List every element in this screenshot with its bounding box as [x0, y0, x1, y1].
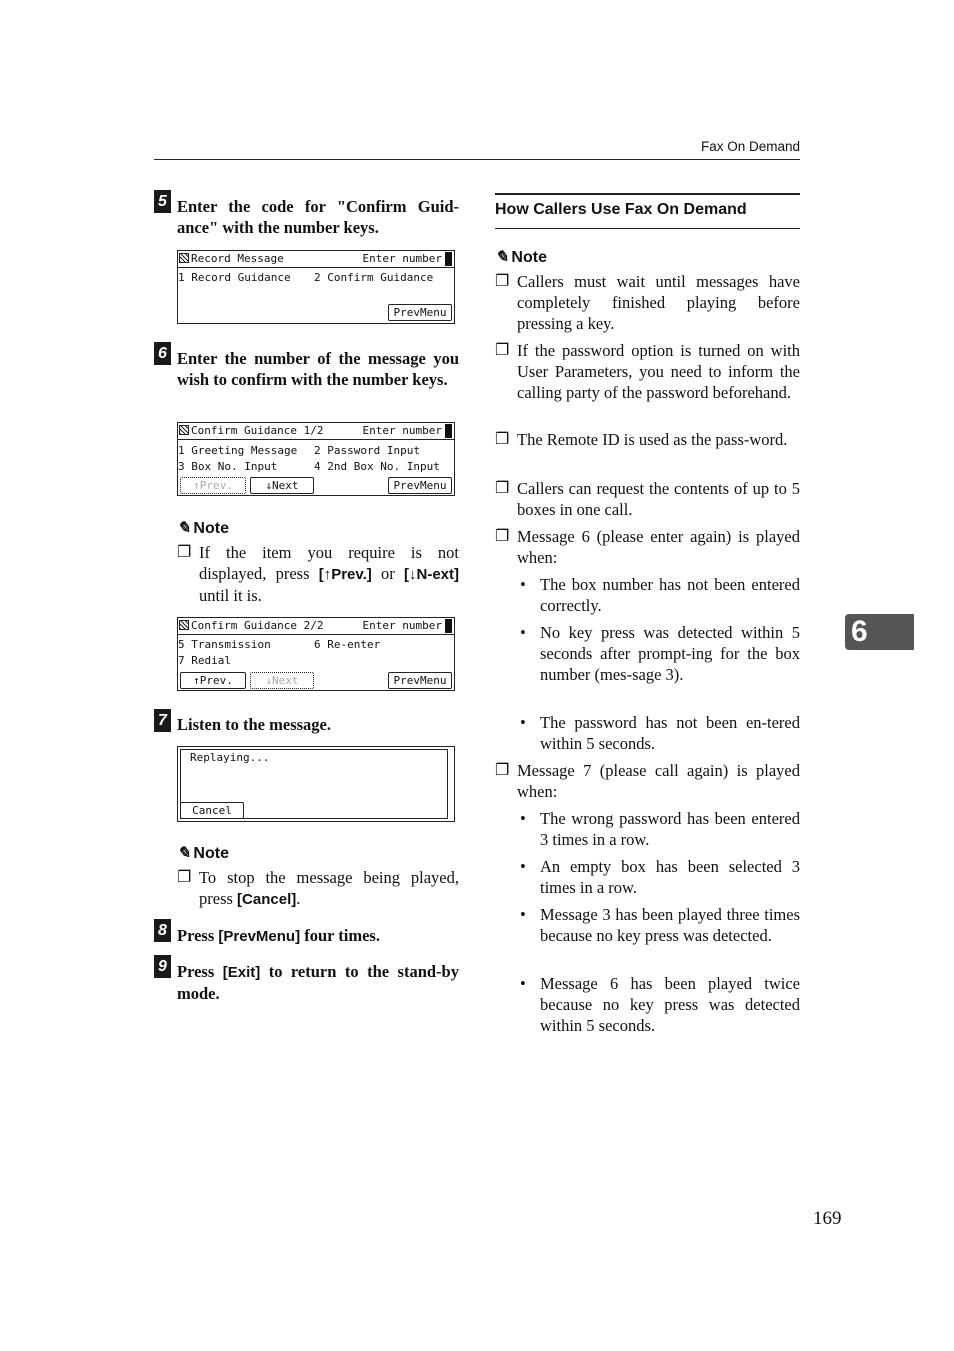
- lcd-option: 7 Redial: [178, 654, 231, 667]
- lcd-record-message: [177, 250, 455, 324]
- note-item: Message 6 (please enter again) is played when:: [517, 527, 800, 567]
- lcd-prompt: Enter number: [362, 252, 442, 265]
- lcd-title: Confirm Guidance 2/2: [191, 619, 324, 632]
- page-number: 169: [813, 1208, 842, 1229]
- prevmenu-button[interactable]: PrevMenu: [388, 477, 452, 494]
- lcd-cursor: [445, 424, 452, 438]
- step-8-text: [177, 925, 459, 947]
- checkbox-icon: ❐: [177, 869, 192, 886]
- checkbox-icon: ❐: [495, 431, 510, 448]
- lcd-option: 3 Box No. Input: [178, 460, 278, 473]
- note-label: Note: [193, 845, 229, 862]
- header-rule: [154, 159, 800, 160]
- lcd-title-row: [178, 618, 454, 635]
- lcd-prompt: Enter number: [362, 424, 442, 437]
- pencil-icon: ✎: [177, 845, 191, 862]
- prevmenu-button[interactable]: PrevMenu: [388, 672, 452, 689]
- lcd-cursor: [445, 252, 452, 266]
- lcd-option: 1 Greeting Message: [178, 444, 298, 457]
- checkbox-icon: ❐: [495, 528, 510, 545]
- lcd-cursor: [445, 619, 452, 633]
- bullet-icon: •: [520, 857, 526, 876]
- section-title: How Callers Use Fax On Demand: [495, 201, 747, 218]
- key-exit: [Exit]: [222, 964, 261, 981]
- lcd-confirm-guidance-1: [177, 422, 455, 496]
- note-heading: [495, 247, 547, 267]
- step-6-text: Enter the number of the message you wish to confirm with the number keys.: [177, 349, 459, 389]
- pencil-icon: ✎: [495, 249, 509, 266]
- note-text: .: [296, 889, 301, 908]
- lcd-replaying: [177, 746, 455, 822]
- lcd-title: Record Message: [191, 252, 284, 265]
- lcd-prompt: Enter number: [362, 619, 442, 632]
- bullet-item: The box number has not been entered correctly.: [540, 575, 800, 615]
- lcd-line: [178, 637, 454, 653]
- note-item: If the password option is turned on with User Parameters, you need to inform the calling party of the password beforehand.: [517, 341, 800, 402]
- bullet-item: The password has not been en-tered within 5 seconds.: [540, 713, 800, 753]
- note-text: To stop the message being played, press: [199, 868, 459, 908]
- note-heading: [177, 843, 229, 863]
- lcd-line: [178, 270, 454, 286]
- checkbox-icon: ❐: [177, 544, 192, 561]
- bullet-item: Message 3 has been played three times because no key press was detected.: [540, 905, 800, 945]
- bullet-icon: •: [520, 713, 526, 732]
- lcd-line: Replaying...: [190, 751, 270, 764]
- section-rule-top: [495, 193, 800, 195]
- running-header: Fax On Demand: [700, 139, 800, 154]
- lcd-option: 6 Re-enter: [314, 638, 381, 651]
- lcd-option: 4 2nd Box No. Input: [314, 460, 440, 473]
- step-number-9: 9: [154, 955, 171, 978]
- step-text: Press: [177, 962, 223, 981]
- note-2-text: [199, 867, 459, 910]
- bullet-icon: •: [520, 905, 526, 924]
- note-text: until it is.: [199, 586, 262, 605]
- note-1-text: [199, 542, 459, 606]
- step-number-7: 7: [154, 709, 171, 732]
- lcd-line: [178, 443, 454, 459]
- bullet-icon: •: [520, 623, 526, 642]
- step-number-6: 6: [154, 342, 171, 365]
- note-item: The Remote ID is used as the pass-word.: [517, 430, 788, 449]
- fax-icon: [179, 425, 189, 435]
- lcd-option: 5 Transmission: [178, 638, 271, 651]
- note-text: or: [371, 564, 404, 583]
- step-text: to return to the stand-by mode.: [177, 962, 459, 1003]
- note-heading: [177, 518, 229, 538]
- note-label: Note: [193, 520, 229, 537]
- bullet-item: The wrong password has been entered 3 times in a row.: [540, 809, 800, 849]
- lcd-option: 2 Confirm Guidance: [314, 271, 434, 284]
- lcd-line: [178, 459, 454, 475]
- step-text: four times.: [300, 926, 380, 945]
- step-number-8: 8: [154, 919, 171, 942]
- key-next: [↓N-ext]: [404, 566, 459, 583]
- note-item: Callers must wait until messages have completely finished playing before pressing a key.: [517, 272, 800, 333]
- bullet-item: An empty box has been selected 3 times in a row.: [540, 857, 800, 897]
- prev-button[interactable]: ↑Prev.: [180, 672, 246, 689]
- section-rule-bottom: [495, 228, 800, 229]
- fax-icon: [179, 620, 189, 630]
- note-text: If the item you require is not displayed, press: [199, 543, 459, 583]
- bullet-item: Message 6 has been played twice because no key press was detected within 5 seconds.: [540, 974, 800, 1035]
- checkbox-icon: ❐: [495, 480, 510, 497]
- chapter-tab: 6: [845, 614, 914, 650]
- lcd-title-row: [178, 423, 454, 440]
- bullet-icon: •: [520, 974, 526, 993]
- pencil-icon: ✎: [177, 520, 191, 537]
- step-text: Press: [177, 926, 219, 945]
- bullet-icon: •: [520, 809, 526, 828]
- note-item: Callers can request the contents of up to 5 boxes in one call.: [517, 479, 800, 519]
- lcd-title: Confirm Guidance 1/2: [191, 424, 324, 437]
- note-item: Message 7 (please call again) is played when:: [517, 761, 800, 801]
- checkbox-icon: ❐: [495, 273, 510, 290]
- next-button[interactable]: ↓Next: [250, 672, 314, 689]
- lcd-line: [178, 653, 454, 669]
- next-button[interactable]: ↓Next: [250, 477, 314, 494]
- key-prev: [↑Prev.]: [318, 566, 372, 583]
- fax-icon: [179, 253, 189, 263]
- checkbox-icon: ❐: [495, 342, 510, 359]
- lcd-confirm-guidance-2: [177, 617, 455, 691]
- step-number-5: 5: [154, 190, 171, 213]
- bullet-icon: •: [520, 575, 526, 594]
- lcd-option: 2 Password Input: [314, 444, 420, 457]
- lcd-title-row: [178, 251, 454, 268]
- step-7-text: Listen to the message.: [177, 715, 331, 734]
- lcd-option: 1 Record Guidance: [178, 271, 291, 284]
- prevmenu-button[interactable]: PrevMenu: [388, 304, 452, 321]
- bullet-item: No key press was detected within 5 seconds after prompt-ing for the box number (mes-sage 3).: [540, 623, 800, 684]
- step-5-text: Enter the code for "Confirm Guid-ance" with the number keys.: [177, 197, 459, 237]
- key-cancel: [Cancel]: [237, 891, 297, 908]
- prev-button[interactable]: ↑Prev.: [180, 477, 246, 494]
- checkbox-icon: ❐: [495, 762, 510, 779]
- note-label: Note: [511, 249, 547, 266]
- key-prevmenu: [PrevMenu]: [218, 928, 301, 945]
- step-9-text: [177, 961, 459, 1004]
- cancel-button[interactable]: Cancel: [180, 802, 244, 819]
